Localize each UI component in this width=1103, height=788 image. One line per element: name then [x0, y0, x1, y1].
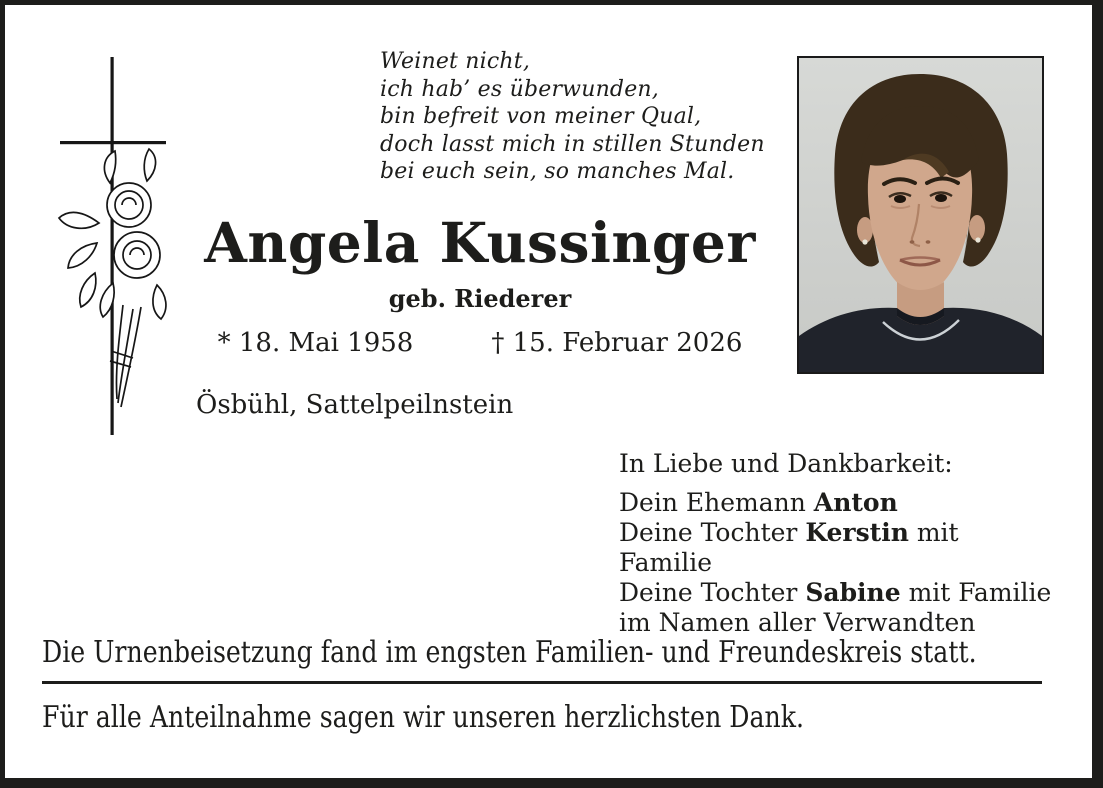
mourner-prefix: im Namen aller Verwandten [619, 608, 976, 637]
poem-line: bin befreit von meiner Qual, [380, 104, 702, 129]
poem-line: bei euch sein, so manches Mal. [380, 159, 735, 184]
mourner-suffix: mit Familie [619, 518, 959, 577]
maiden-name: geb. Riederer [388, 284, 572, 313]
mourner-line [619, 608, 1059, 638]
frame-left-border [0, 0, 5, 788]
mourner-suffix: mit Familie [900, 578, 1052, 607]
mourner-line [619, 488, 1059, 518]
mourner-line [619, 578, 1059, 608]
deceased-name: Angela Kussinger [204, 210, 756, 275]
poem-line: ich hab’ es überwunden, [380, 76, 659, 102]
mourner-name: Anton [813, 488, 898, 517]
divider-rule [42, 681, 1042, 684]
memorial-poem [380, 48, 765, 186]
poem-line: doch lasst mich in stillen Stunden [380, 131, 765, 157]
burial-note-text: Die Urnenbeisetzung fand im engsten Familien- und Freundeskreis statt. [42, 635, 977, 670]
frame-bottom-border [0, 778, 1103, 788]
poem-line: Weinet nicht, [380, 49, 531, 74]
portrait-illustration [799, 58, 1042, 372]
portrait-photo [797, 56, 1044, 374]
life-dates [150, 328, 810, 358]
mourner-name: Kerstin [805, 518, 909, 547]
birth-date: * 18. Mai 1958 [217, 328, 414, 358]
residence: Ösbühl, Sattelpeilnstein [196, 390, 514, 420]
deceased-header [150, 212, 810, 358]
burial-note [42, 636, 1103, 670]
mourner-line [619, 518, 1059, 578]
mourner-prefix: Deine Tochter [619, 518, 806, 547]
tribute-block [619, 449, 1059, 638]
thanks-note [42, 701, 949, 735]
frame-top-border [0, 0, 1103, 5]
mourner-name: Sabine [805, 578, 901, 607]
death-date: † 15. Februar 2026 [491, 328, 743, 358]
mourner-prefix: Deine Tochter [619, 578, 806, 607]
mourner-prefix: Dein Ehemann [619, 488, 814, 517]
tribute-heading: In Liebe und Dankbarkeit: [619, 449, 953, 478]
thanks-note-text: Für alle Anteilnahme sagen wir unseren herzlichsten Dank. [42, 700, 805, 735]
